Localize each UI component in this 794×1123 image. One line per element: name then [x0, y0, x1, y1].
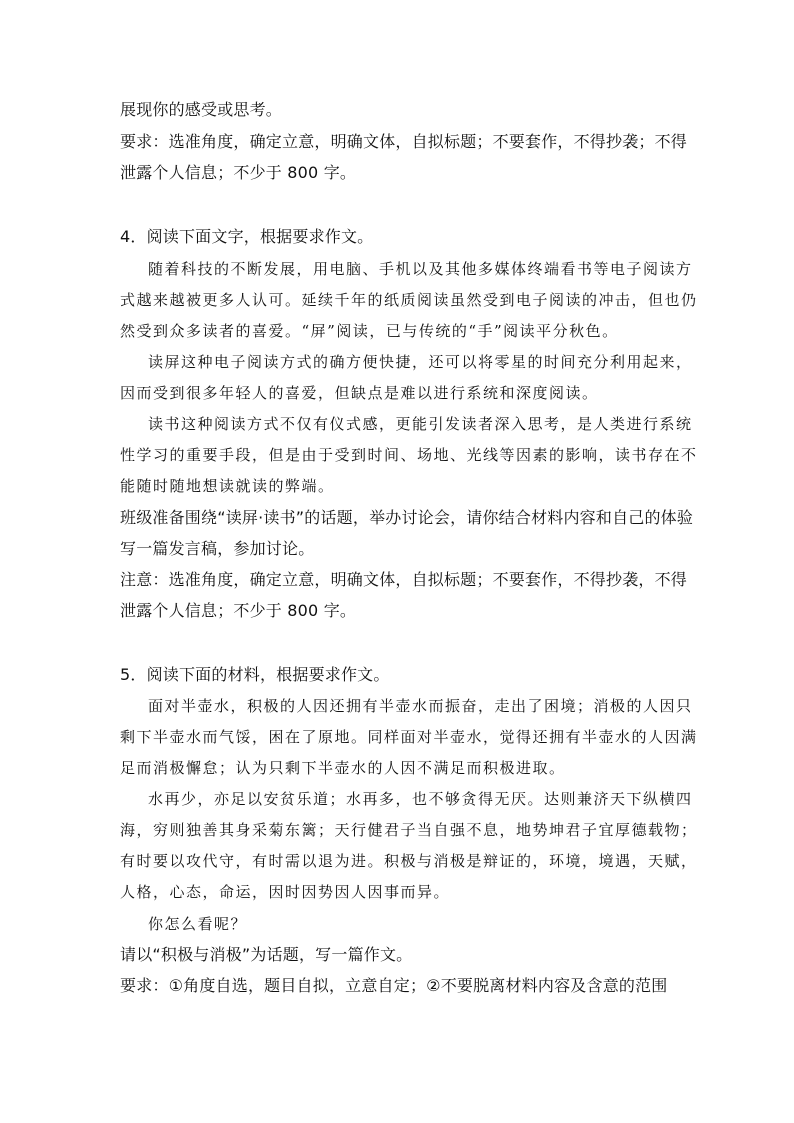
q4-material-line: 读书这种阅读方式不仅有仪式感，更能引发读者深入思考，是人类进行系统 [148, 415, 693, 433]
q5-heading: 5．阅读下面的材料，根据要求作文。 [120, 665, 390, 684]
q5-material-line: 剩下半壶水而气馁，困在了原地。同样面对半壶水，觉得还拥有半壶水的人因满 [120, 728, 698, 746]
q5-material-line: 人格，心态，命运，因时因势因人因事而异。 [120, 883, 451, 901]
q5-requirement-line: 要求：①角度自选，题目自拟，立意自定；②不要脱离材料内容及含意的范围 [120, 976, 668, 995]
q5-task-line: 请以“积极与消极”为话题，写一篇作文。 [120, 945, 413, 964]
q4-material-line: 随着科技的不断发展，用电脑、手机以及其他多媒体终端看书等电子阅读方 [148, 260, 693, 278]
q4-heading: 4．阅读下面文字，根据要求作文。 [120, 227, 374, 246]
q4-task-line: 班级准备围绕“读屏·读书”的话题，举办讨论会，请你结合材料内容和自己的体验 [120, 508, 694, 527]
q5-material-line: 海，穷则独善其身采菊东篱；天行健君子当自强不息，地势坤君子宜厚德载物； [120, 821, 698, 839]
q4-material-line: 性学习的重要手段，但是由于受到时间、场地、光线等因素的影响，读书存在不 [120, 446, 698, 464]
q4-material-line: 然受到众多读者的喜爱。“屏”阅读，已与传统的“手”阅读平分秋色。 [120, 322, 619, 340]
q5-material-line: 面对半壶水，积极的人因还拥有半壶水而振奋，走出了困境；消极的人因只 [148, 697, 693, 715]
q4-note-line: 注意：选准角度，确定立意，明确文体，自拟标题；不要套作，不得抄袭，不得 [120, 570, 688, 589]
q5-question: 你怎么看呢？ [148, 915, 248, 933]
q4-task-line: 写一篇发言稿，参加讨论。 [120, 539, 315, 558]
q4-material-line: 能随时随地想读就读的弊端。 [120, 477, 335, 495]
q3-requirement-line: 要求：选准角度，确定立意，明确文体，自拟标题；不要套作，不得抄袭；不得 [120, 132, 688, 151]
q3-tail-line: 展现你的感受或思考。 [120, 100, 283, 119]
q4-note-line: 泄露个人信息；不少于 800 字。 [120, 601, 357, 620]
q5-material-line: 足而消极懈怠；认为只剩下半壶水的人因不满足而积极进取。 [120, 759, 566, 777]
q5-material-line: 有时要以攻代守，有时需以退为进。积极与消极是辩证的，环境，境遇，天赋， [120, 852, 698, 870]
q4-material-line: 因而受到很多年轻人的喜爱，但缺点是难以进行系统和深度阅读。 [120, 384, 599, 402]
q4-material-line: 读屏这种电子阅读方式的确方便快捷，还可以将零星的时间充分利用起来， [148, 353, 693, 371]
q3-requirement-line: 泄露个人信息；不少于 800 字。 [120, 163, 357, 182]
q5-material-line: 水再少，亦足以安贫乐道；水再多，也不够贪得无厌。达则兼济天下纵横四 [148, 790, 693, 808]
q4-material-line: 式越来越被更多人认可。延续千年的纸质阅读虽然受到电子阅读的冲击，但也仍 [120, 291, 698, 309]
